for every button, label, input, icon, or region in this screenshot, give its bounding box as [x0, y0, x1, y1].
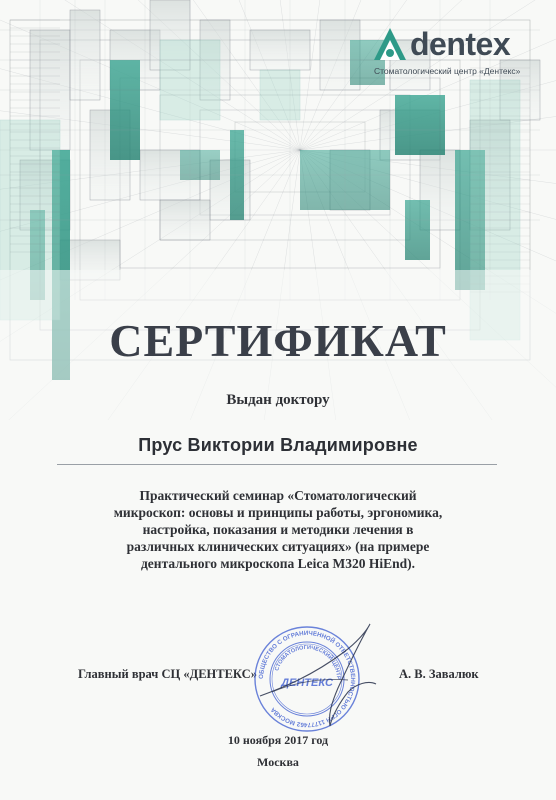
stamp-outer-text: ОБЩЕСТВО С ОГРАНИЧЕННОЙ ОТВЕТСТВЕННОСТЬЮ ОГРН 11777462 МОСКВА: [257, 629, 357, 729]
dentex-logo-icon: [372, 26, 408, 62]
teal-block: [180, 150, 220, 180]
issue-city: Москва: [257, 755, 299, 769]
gray-block: [70, 10, 100, 100]
issue-date: 10 ноября 2017 год: [227, 733, 329, 747]
recipient-name: Прус Виктории Владимировне: [138, 435, 418, 455]
description-line: микроскоп: основы и принципы работы, эргономика,: [113, 505, 443, 520]
dentex-logo: [372, 24, 537, 84]
name-divider: [57, 464, 497, 465]
issued-to-label: Выдан доктору: [226, 392, 330, 408]
logo-subtitle: Стоматологический центр «Дентекс»: [374, 66, 521, 76]
gray-block: [250, 30, 310, 70]
glass-panel: [260, 70, 300, 120]
description-line: дентального микроскопа Leica M320 HiEnd).: [140, 556, 416, 571]
teal-block: [395, 95, 445, 155]
description-line: Практический семинар «Стоматологический: [139, 488, 417, 503]
signer-name: А. В. Завалюк: [399, 667, 479, 681]
handwritten-signature: [252, 618, 392, 738]
description-line: различных клинических ситуациях» (на примере: [126, 539, 430, 554]
logo-wordmark: dentex: [410, 26, 511, 62]
stamp-inner-text: СТОМАТОЛОГИЧЕСКИЙ ЦЕНТР: [274, 644, 342, 680]
seminar-description: [90, 487, 466, 572]
certificate-title: СЕРТИФИКАТ: [109, 315, 447, 366]
signer-title: Главный врач СЦ «ДЕНТЕКС»: [78, 667, 257, 681]
description-line: настройка, показания и методики лечения в: [142, 522, 414, 537]
teal-block: [405, 200, 430, 260]
teal-block: [110, 60, 140, 160]
stamp-center-text: ДЕНТЕКС: [281, 677, 333, 689]
